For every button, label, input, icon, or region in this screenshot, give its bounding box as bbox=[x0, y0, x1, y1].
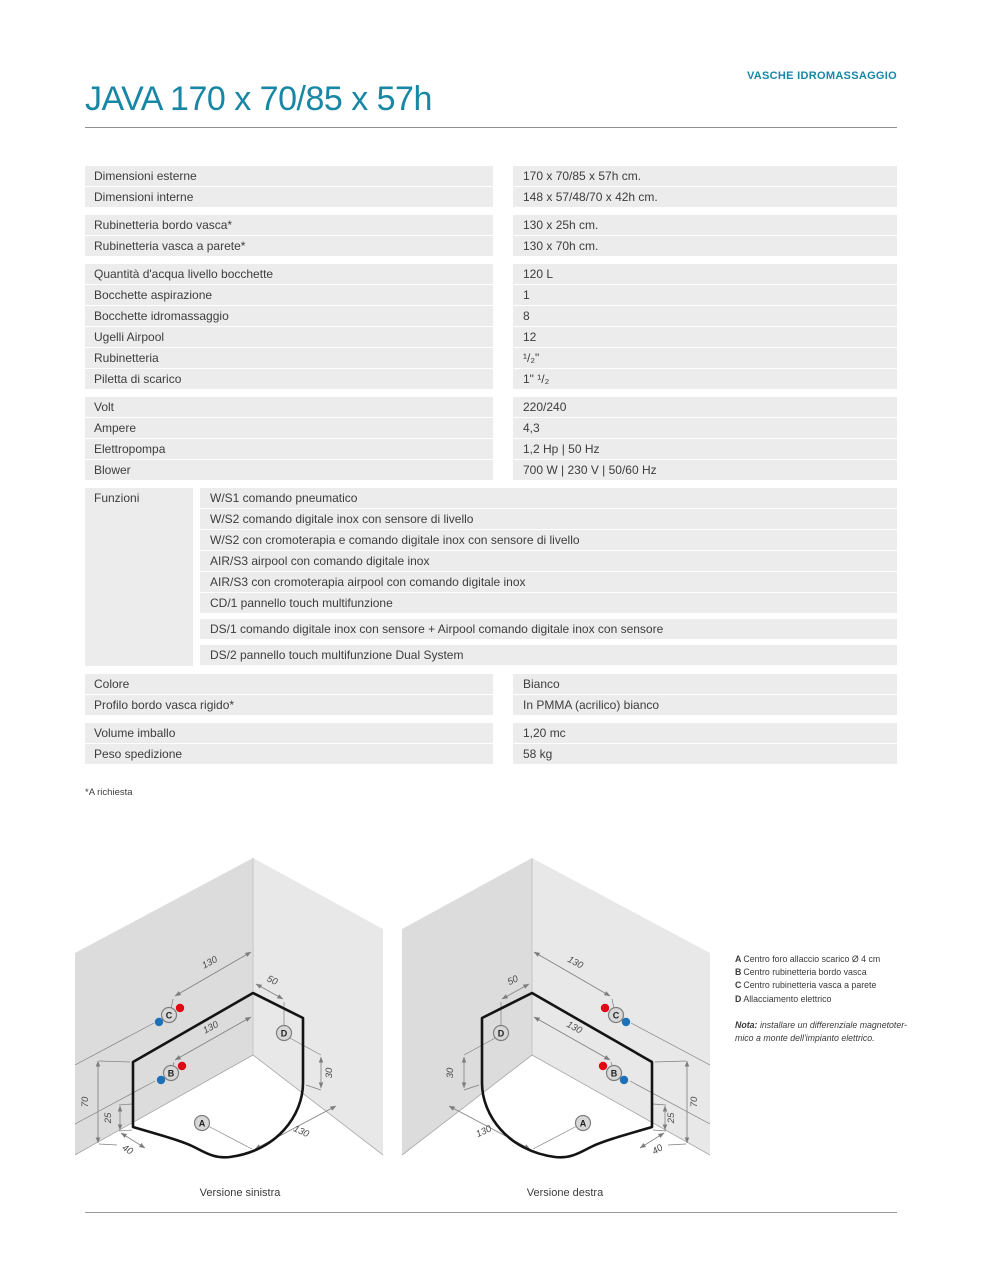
spec-value: 148 x 57/48/70 x 42h cm. bbox=[513, 187, 897, 207]
spec-label: Peso spedizione bbox=[85, 744, 493, 764]
footnote: *A richiesta bbox=[85, 787, 133, 798]
spec-group-hydraulics bbox=[85, 264, 897, 389]
spec-group-dimensions bbox=[85, 166, 897, 207]
marker-letter-c: C bbox=[612, 1010, 620, 1021]
caption-left-version: Versione sinistra bbox=[199, 1187, 281, 1199]
table-row bbox=[85, 674, 897, 694]
dim-label: 130 bbox=[201, 1019, 221, 1037]
marker-letter-a: A bbox=[579, 1118, 587, 1129]
list-item: AIR/S3 airpool con comando digitale inox bbox=[200, 551, 897, 571]
spec-value: 130 x 25h cm. bbox=[513, 215, 897, 235]
spec-label: Volt bbox=[85, 397, 493, 417]
cold-water-dot bbox=[155, 1018, 163, 1026]
note bbox=[735, 1019, 925, 1045]
table-row bbox=[85, 236, 897, 256]
legend-text: Centro rubinetteria vasca a parete bbox=[743, 980, 877, 991]
table-row bbox=[85, 348, 897, 368]
dim-label: 25 bbox=[103, 1112, 114, 1124]
spec-value: Bianco bbox=[513, 674, 897, 694]
dim-label: 130 bbox=[474, 1123, 494, 1141]
spec-value: 58 kg bbox=[513, 744, 897, 764]
legend-item bbox=[735, 966, 925, 979]
spec-label: Rubinetteria vasca a parete* bbox=[85, 236, 493, 256]
list-item: DS/2 pannello touch multifunzione Dual System bbox=[200, 645, 897, 665]
spec-label: Rubinetteria bbox=[85, 348, 493, 368]
spec-group-functions bbox=[85, 488, 897, 666]
legend-letter: B bbox=[735, 967, 742, 978]
table-row bbox=[85, 418, 897, 438]
list-item: W/S1 comando pneumatico bbox=[200, 488, 897, 508]
table-row bbox=[85, 306, 897, 326]
cold-water-dot bbox=[620, 1076, 628, 1084]
dim-label: 30 bbox=[445, 1067, 456, 1079]
spec-value: 4,3 bbox=[513, 418, 897, 438]
category-label: VASCHE IDROMASSAGGIO bbox=[746, 70, 897, 82]
dim-label: 40 bbox=[650, 1142, 666, 1158]
table-row bbox=[85, 744, 897, 764]
spec-label: Piletta di scarico bbox=[85, 369, 493, 389]
table-row bbox=[85, 397, 897, 417]
table-row bbox=[85, 369, 897, 389]
spec-label: Rubinetteria bordo vasca* bbox=[85, 215, 493, 235]
diagram-right-version bbox=[380, 855, 710, 1185]
legend-letter: A bbox=[735, 954, 742, 964]
spec-value: 120 L bbox=[513, 264, 897, 284]
dim-label: 70 bbox=[80, 1096, 91, 1108]
spec-label: Ampere bbox=[85, 418, 493, 438]
legend-text: Centro foro allaccio scarico Ø 4 cm bbox=[743, 954, 881, 964]
table-row bbox=[85, 723, 897, 743]
functions-list bbox=[200, 488, 897, 666]
diagram-legend bbox=[735, 953, 925, 1054]
dim-label: 70 bbox=[689, 1096, 700, 1108]
list-item: DS/1 comando digitale inox con sensore + Airpool comando digitale inox con sensore bbox=[200, 619, 897, 639]
spec-value: 8 bbox=[513, 306, 897, 326]
spec-label: Blower bbox=[85, 460, 493, 480]
list-item: W/S2 comando digitale inox con sensore di livello bbox=[200, 509, 897, 529]
dim-label: 40 bbox=[119, 1142, 135, 1158]
hot-water-dot bbox=[178, 1062, 186, 1070]
legend-text: Allacciamento elettrico bbox=[743, 993, 832, 1004]
note-label: Nota: bbox=[735, 1019, 758, 1030]
spec-label: Dimensioni esterne bbox=[85, 166, 493, 186]
legend-letter: D bbox=[735, 993, 742, 1004]
dim-label: 50 bbox=[264, 973, 280, 988]
spec-label: Profilo bordo vasca rigido* bbox=[85, 695, 493, 715]
spec-value: 170 x 70/85 x 57h cm. bbox=[513, 166, 897, 186]
dim-label: 130 bbox=[565, 954, 585, 972]
dim-label: 130 bbox=[200, 954, 220, 972]
note-text-line2: mico a monte dell'impianto elettrico. bbox=[735, 1032, 875, 1043]
spec-value: 12 bbox=[513, 327, 897, 347]
spec-label: Ugelli Airpool bbox=[85, 327, 493, 347]
legend-item bbox=[735, 993, 925, 1006]
legend-text: Centro rubinetteria bordo vasca bbox=[743, 967, 867, 978]
spec-label: Colore bbox=[85, 674, 493, 694]
functions-label: Funzioni bbox=[85, 488, 193, 666]
table-row bbox=[85, 264, 897, 284]
table-row bbox=[85, 166, 897, 186]
divider bbox=[85, 127, 897, 128]
list-item: CD/1 pannello touch multifunzione bbox=[200, 593, 897, 613]
caption-right-version: Versione destra bbox=[526, 1187, 604, 1199]
spec-table bbox=[85, 166, 897, 772]
cold-water-dot bbox=[157, 1076, 165, 1084]
table-row bbox=[85, 187, 897, 207]
table-row bbox=[85, 215, 897, 235]
table-row bbox=[85, 460, 897, 480]
spec-group-electrical bbox=[85, 397, 897, 480]
hot-water-dot bbox=[176, 1004, 184, 1012]
note-text-line1: installare un differenziale magnetoter- bbox=[759, 1019, 907, 1030]
legend-letter: C bbox=[735, 980, 742, 991]
spec-group-faucets bbox=[85, 215, 897, 256]
spec-value: 130 x 70h cm. bbox=[513, 236, 897, 256]
cold-water-dot bbox=[622, 1018, 630, 1026]
hot-water-dot bbox=[599, 1062, 607, 1070]
dim-label: 50 bbox=[505, 973, 521, 988]
hot-water-dot bbox=[601, 1004, 609, 1012]
spec-value: In PMMA (acrilico) bianco bbox=[513, 695, 897, 715]
list-item: AIR/S3 con cromoterapia airpool con comando digitale inox bbox=[200, 572, 897, 592]
spec-value: ¹/₂" bbox=[513, 348, 897, 368]
table-row bbox=[85, 327, 897, 347]
marker-letter-c: C bbox=[165, 1010, 173, 1021]
legend-item bbox=[735, 979, 925, 992]
table-row bbox=[85, 695, 897, 715]
table-row bbox=[85, 439, 897, 459]
marker-letter-b: B bbox=[610, 1068, 618, 1079]
spec-value: 1 bbox=[513, 285, 897, 305]
marker-letter-d: D bbox=[497, 1028, 505, 1039]
divider bbox=[85, 1212, 897, 1213]
spec-label: Quantità d'acqua livello bocchette bbox=[85, 264, 493, 284]
dim-label: 25 bbox=[666, 1112, 677, 1124]
spec-label: Bocchette idromassaggio bbox=[85, 306, 493, 326]
spec-value: 1,2 Hp | 50 Hz bbox=[513, 439, 897, 459]
dim-label: 130 bbox=[291, 1123, 311, 1141]
spec-label: Elettropompa bbox=[85, 439, 493, 459]
spec-label: Bocchette aspirazione bbox=[85, 285, 493, 305]
spec-label: Volume imballo bbox=[85, 723, 493, 743]
spec-value: 1,20 mc bbox=[513, 723, 897, 743]
spec-value: 700 W | 230 V | 50/60 Hz bbox=[513, 460, 897, 480]
spec-group-color bbox=[85, 674, 897, 715]
dim-label: 30 bbox=[324, 1067, 335, 1079]
spec-label: Dimensioni interne bbox=[85, 187, 493, 207]
marker-letter-a: A bbox=[198, 1118, 206, 1129]
legend-item bbox=[735, 953, 925, 966]
spec-value: 1" ¹/₂ bbox=[513, 369, 897, 389]
spec-group-shipping bbox=[85, 723, 897, 764]
spec-value: 220/240 bbox=[513, 397, 897, 417]
diagram-left-version bbox=[75, 855, 405, 1185]
marker-letter-d: D bbox=[280, 1028, 288, 1039]
page-title: JAVA 170 x 70/85 x 57h bbox=[85, 79, 432, 118]
marker-letter-b: B bbox=[167, 1068, 175, 1079]
dim-label: 130 bbox=[564, 1019, 584, 1037]
table-row bbox=[85, 285, 897, 305]
list-item: W/S2 con cromoterapia e comando digitale inox con sensore di livello bbox=[200, 530, 897, 550]
